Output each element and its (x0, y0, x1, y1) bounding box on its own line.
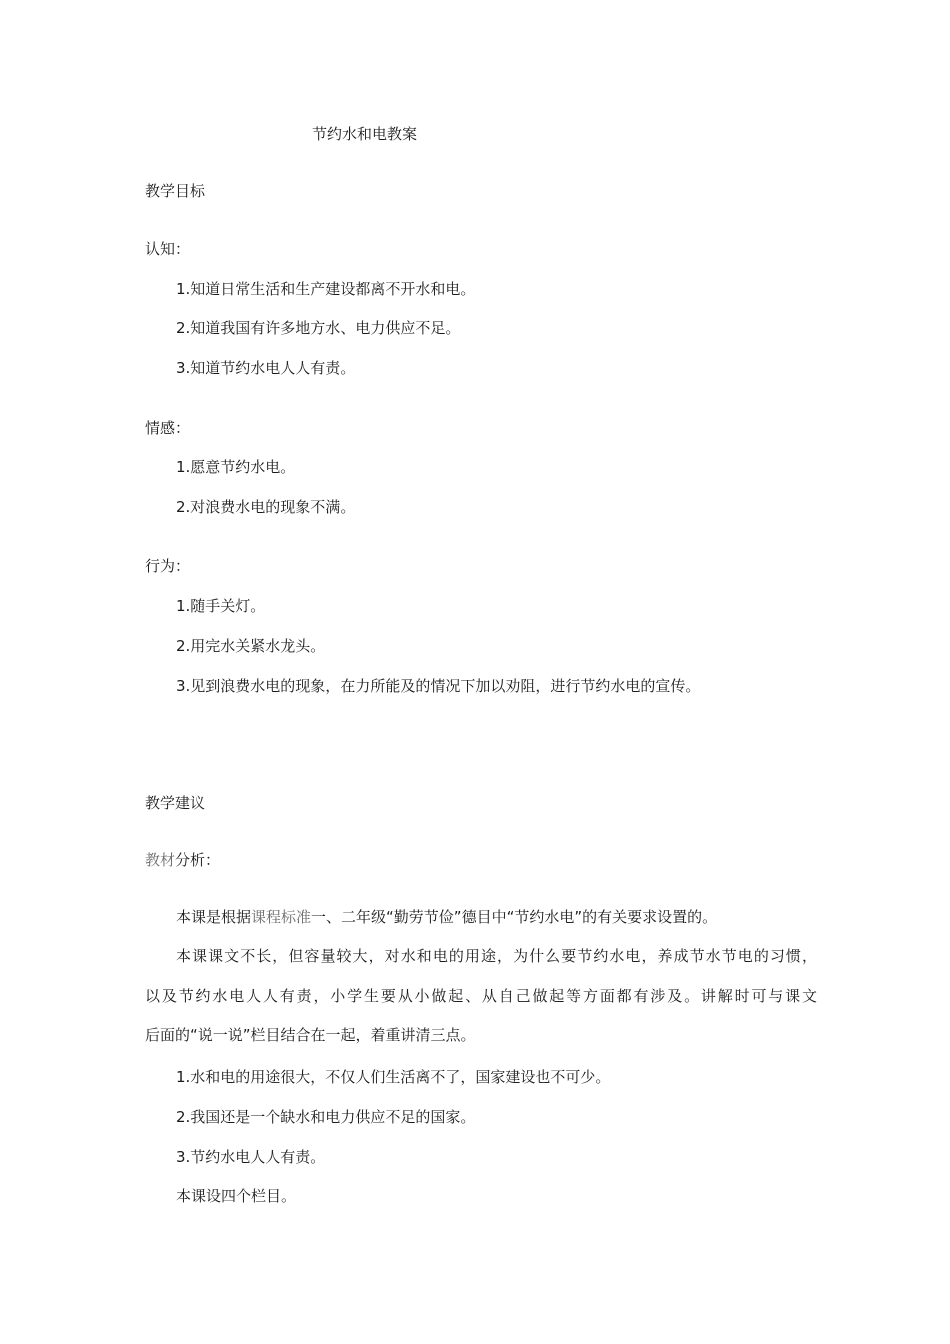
document-title: 节约水和电教案 (312, 125, 418, 143)
behavior-item: 3.见到浪费水电的现象，在力所能及的情况下加以劝阻，进行节约水电的宣传。 (176, 677, 701, 695)
cognition-item: 2.知道我国有许多地方水、电力供应不足。 (176, 319, 461, 337)
key-point-item: 3.节约水电人人有责。 (176, 1148, 326, 1166)
section-heading-suggestions: 教学建议 (145, 794, 206, 812)
closing-sentence: 本课设四个栏目。 (176, 1187, 297, 1205)
cognition-label: 认知： (145, 240, 191, 258)
emotion-item: 2.对浪费水电的现象不满。 (176, 498, 356, 516)
paragraph-basis (176, 907, 717, 927)
analysis-label-highlight: 教材 (145, 851, 176, 869)
analysis-label (145, 850, 220, 870)
paragraph-basis-start: 本课是根据 (176, 908, 252, 926)
paragraph-content-line: 以及节约水电人人有责，小学生要从小做起、从自己做起等方面都有涉及。讲解时可与课文 (145, 987, 817, 1005)
analysis-label-rest: 分析： (175, 851, 221, 869)
behavior-item: 1.随手关灯。 (176, 597, 266, 615)
paragraph-content-line: 后面的“说一说”栏目结合在一起，着重讲清三点。 (145, 1026, 476, 1044)
cognition-item: 3.知道节约水电人人有责。 (176, 359, 356, 377)
cognition-item: 1.知道日常生活和生产建设都离不开水和电。 (176, 280, 476, 298)
paragraph-content-line: 本课课文不长，但容量较大，对水和电的用途，为什么要节约水电，养成节水节电的习惯， (176, 947, 817, 965)
behavior-item: 2.用完水关紧水龙头。 (176, 637, 326, 655)
paragraph-basis-end: 一、二年级“勤劳节俭”德目中“节约水电”的有关要求设置的。 (311, 908, 718, 926)
emotion-label: 情感： (145, 419, 191, 437)
key-point-item: 1.水和电的用途很大，不仅人们生活离不了，国家建设也不可少。 (176, 1068, 611, 1086)
behavior-label: 行为： (145, 557, 191, 575)
curriculum-standard-term: 课程标准 (251, 908, 312, 926)
key-point-item: 2.我国还是一个缺水和电力供应不足的国家。 (176, 1108, 476, 1126)
emotion-item: 1.愿意节约水电。 (176, 458, 296, 476)
section-heading-goals: 教学目标 (145, 182, 206, 200)
